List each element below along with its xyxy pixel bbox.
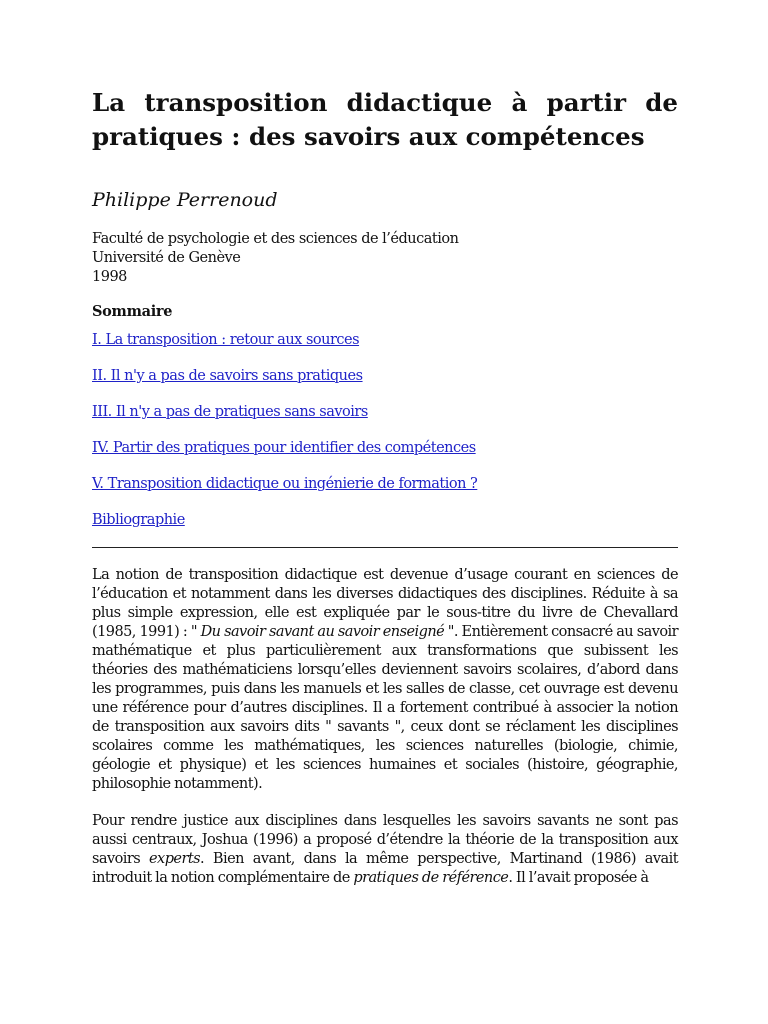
text-run: Pour rendre justice aux disciplines dans lesquelles les savoirs savants ne sont pas aussi centraux, Joshua (1996) a proposé d’étendre la théorie de la transposition aux savoirs — [92, 813, 678, 867]
text-run: . Bien avant, dans la même perspective, Martinand (1986) avait introduit la notion complémentaire de — [92, 851, 678, 886]
text-run: . Il l’avait proposée à — [508, 870, 649, 886]
author-name: Philippe Perrenoud — [92, 189, 278, 211]
toc-item — [92, 511, 678, 530]
italic-phrase: pratiques de référence — [353, 870, 509, 886]
affiliation-faculty: Faculté de psychologie et des sciences de l’éducation — [92, 231, 459, 247]
text-run: La notion de transposition didactique est devenue d’usage courant en sciences de l’éducation et notamment dans les diverses didactiques des disciplines. Réduite à sa plus simple expression, elle est expliquée par le sous-titre du livre de Chevallard (1985, 1991) : " — [92, 567, 678, 640]
document-page — [92, 86, 678, 888]
toc-heading: Sommaire — [92, 303, 173, 320]
toc-link-bibliography[interactable]: Bibliographie — [92, 512, 185, 528]
affiliation-block — [92, 230, 678, 287]
toc-link-section-4[interactable]: IV. Partir des pratiques pour identifier des compétences — [92, 440, 476, 456]
toc-link-section-2[interactable]: II. Il n'y a pas de savoirs sans pratiques — [92, 368, 363, 384]
toc-link-section-5[interactable]: V. Transposition didactique ou ingénierie de formation ? — [92, 476, 478, 492]
toc-item — [92, 331, 678, 350]
body-text — [92, 566, 678, 888]
italic-phrase: Du savoir savant au savoir enseigné — [200, 624, 445, 640]
toc-item — [92, 367, 678, 386]
body-paragraph — [92, 566, 678, 794]
table-of-contents — [92, 331, 678, 530]
toc-link-section-1[interactable]: I. La transposition : retour aux sources — [92, 332, 360, 348]
section-divider — [92, 547, 678, 548]
italic-phrase: experts — [149, 851, 201, 867]
publication-year: 1998 — [92, 269, 127, 285]
toc-item — [92, 475, 678, 494]
body-paragraph — [92, 812, 678, 888]
affiliation-university: Université de Genève — [92, 250, 241, 266]
document-title: La transposition didactique à partir de pratiques : des savoirs aux compétences — [92, 88, 678, 151]
toc-link-section-3[interactable]: III. Il n'y a pas de pratiques sans savoirs — [92, 404, 368, 420]
toc-item — [92, 403, 678, 422]
text-run: ". Entièrement consacré au savoir mathématique et plus particulièrement aux transformations que subissent les théories des mathématiciens lorsqu’elles deviennent savoirs scolaires, d’abord dans les programmes, puis dans les manuels et les salles de classe, cet ouvrage est devenu une référence pour d’autres disciplines. Il a fortement contribué à associer la notion de transposition aux savoirs dits " savants ", ceux dont se réclament les disciplines scolaires comme les mathématiques, les sciences naturelles (biologie, chimie, géologie et physique) et les sciences humaines et sociales (histoire, géographie, philosophie notamment). — [92, 624, 678, 792]
toc-item — [92, 439, 678, 458]
